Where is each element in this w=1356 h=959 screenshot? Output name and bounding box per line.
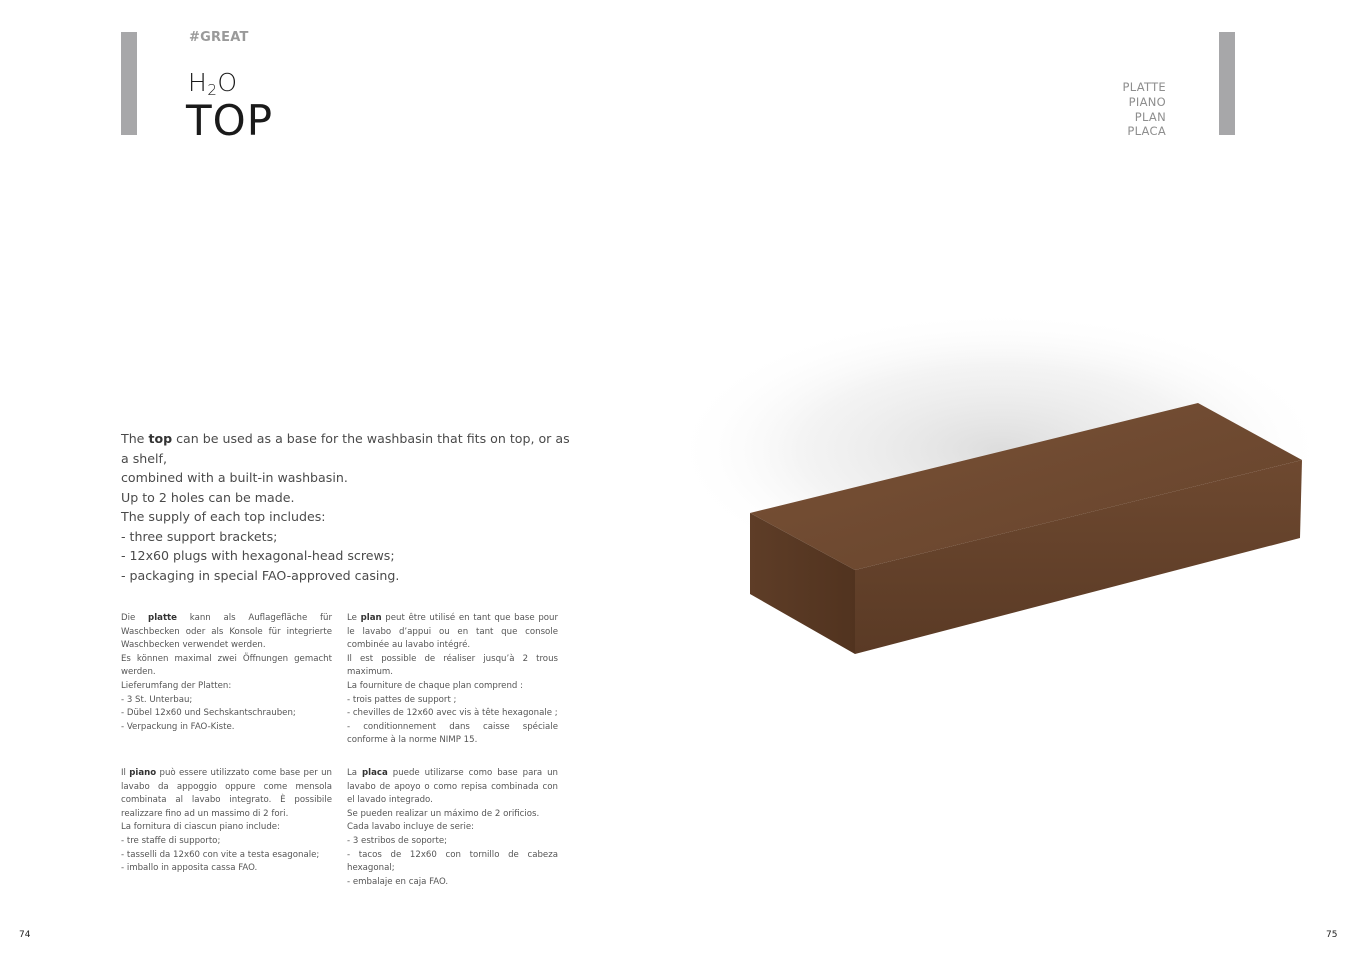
intro-line: Up to 2 holes can be made. [121,489,295,505]
lang-title-fr: PLAN [1134,109,1166,124]
text-block-spanish: La placa puede utilizarse como base para un lavabo de apoyo o como repisa combinada con el lavado integrado. Se pueden realizar un máximo de 2 orificios. Cada lavabo incluye de serie: - 3 estribos de soporte; - tacos de 12x60 con tornillo de cabeza hexagonal; - embalaje en caja FAO. [347,768,558,887]
accent-bar-left [121,32,137,135]
brand-prefix: H [188,68,208,97]
intro-line: The top can be used as a base for the washbasin that fits on top, or as a shelf, [121,431,570,466]
page-number-right: 75 [1326,930,1338,940]
text-block-italian: Il piano può essere utilizzato come base per un lavabo da appoggio oppure come mensola combinata al lavabo integrato. È possibile realizzare fino ad un massimo di 2 fori. La fornitura di ciascun piano include: - tre staffe di supporto; - tasselli da 12x60 con vite a testa esagonale; - imballo in apposita cassa FAO. [121,768,333,874]
product-image-top [640,250,1340,770]
intro-list-item: - three support brackets; [121,528,278,544]
text-block-french: Le plan peut être utilisé en tant que base pour le lavabo d’appui ou en tant que console combinée au lavabo intégré. Il est possible de réaliser jusqu’à 2 trous maximum. La fourniture de chaque plan comprend : - trois pattes de support ; - chevilles de 12x60 avec vis à tête hexagonale ; - conditionnement dans caisse spéciale conforme à la norme NIMP 15. [347,613,559,746]
text-block-german: Die platte kann als Auflagefläche für Waschbecken oder als Konsole für integrierte Waschbecken verwendet werden. Es können maximal zwei Öffnungen gemacht werden. Lieferumfang der Platten: - 3 St. Unterbau; - Dübel 12x60 und Sechskantschrauben; - Verpackung in FAO-Kiste. [121,613,332,732]
lang-title-it: PIANO [1128,94,1166,109]
intro-english [121,429,571,585]
collection-tag: #GREAT [189,30,249,45]
intro-line: combined with a built-in washbasin. [121,470,348,485]
intro-line: The supply of each top includes: [121,509,326,524]
page-title: TOP [186,96,274,145]
intro-list-item: - packaging in special FAO-approved casing. [121,567,400,583]
intro-list-item: - 12x60 plugs with hexagonal-head screws; [121,548,395,563]
language-titles [1123,80,1167,139]
brand-subscript: 2 [207,81,218,99]
accent-bar-right [1219,32,1235,135]
brand-suffix: O [217,68,238,97]
lang-title-de: PLATTE [1122,80,1166,94]
lang-title-es: PLACA [1127,124,1166,139]
page-number-left: 74 [19,930,31,940]
